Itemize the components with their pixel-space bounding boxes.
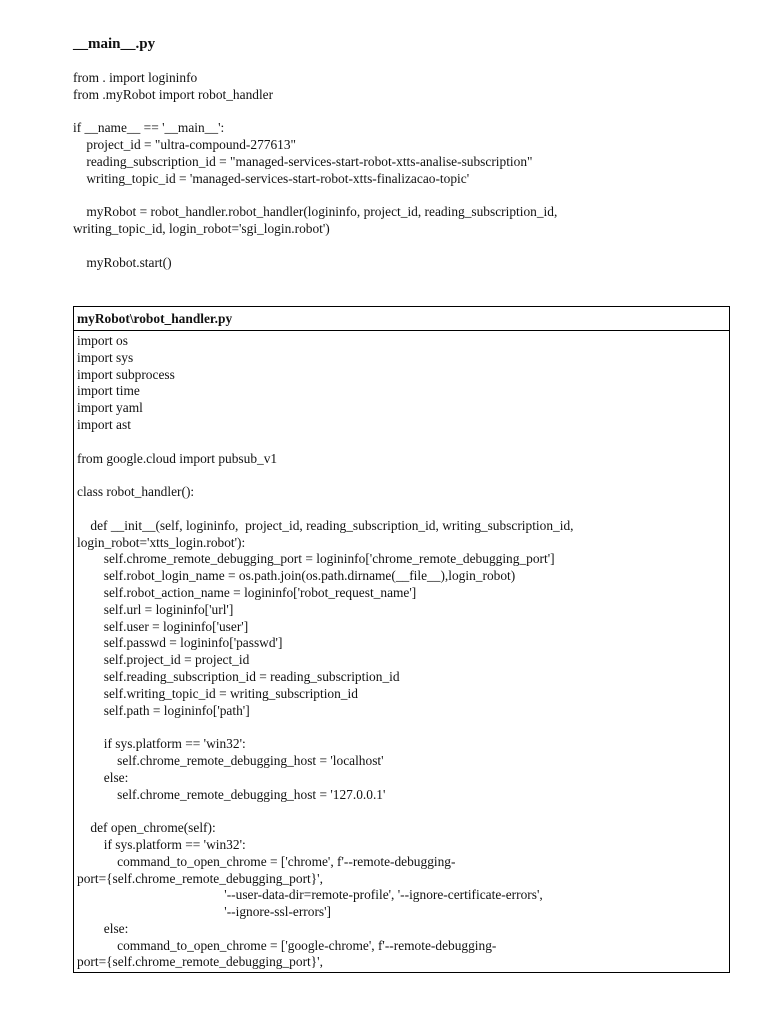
code-line: self.project_id = project_id [77,652,250,668]
code-line: self.passwd = logininfo['passwd'] [77,635,283,651]
robot-handler-code [74,331,729,971]
code-line: '--user-data-dir=remote-profile', '--ignore-certificate-errors', [77,887,543,903]
code-line: else: [77,769,129,785]
code-line [77,803,729,820]
code-line: command_to_open_chrome = ['google-chrome', f'--remote-debugging- [77,937,497,953]
code-line: login_robot='xtts_login.robot'): [77,534,246,550]
robot-handler-code-box [73,306,730,973]
code-line: if __name__ == '__main__': [73,120,225,136]
code-line: reading_subscription_id = "managed-services-start-robot-xtts-analise-subscription" [73,153,533,169]
code-line: from . import logininfo [73,70,198,85]
code-line: from google.cloud import pubsub_v1 [77,450,278,466]
code-line: writing_topic_id = 'managed-services-start-robot-xtts-finalizacao-topic' [73,170,470,186]
code-line: class robot_handler(): [77,484,195,500]
code-line: import time [77,383,140,399]
code-line: '--ignore-ssl-errors'] [77,904,331,920]
code-line: import yaml [77,400,143,416]
code-line: self.writing_topic_id = writing_subscription_id [77,685,358,701]
code-line: if sys.platform == 'win32': [77,736,246,752]
code-line: command_to_open_chrome = ['chrome', f'--remote-debugging- [77,853,456,869]
code-line: port={self.chrome_remote_debugging_port}', [77,954,323,970]
code-line: self.reading_subscription_id = reading_subscription_id [77,668,400,684]
code-line: self.chrome_remote_debugging_host = 'localhost' [77,752,384,768]
code-line: import os [77,333,128,348]
code-line: myRobot = robot_handler.robot_handler(logininfo, project_id, reading_subscription_id, [73,204,558,220]
code-line [73,238,713,255]
code-line: self.chrome_remote_debugging_port = logininfo['chrome_remote_debugging_port'] [77,551,555,567]
code-line: def __init__(self, logininfo, project_id, reading_subscription_id, writing_subscription_id, [77,517,574,533]
code-line: import subprocess [77,366,175,382]
code-line: from .myRobot import robot_handler [73,86,274,102]
code-line: writing_topic_id, login_robot='sgi_login.robot') [73,221,330,237]
code-line: import ast [77,416,131,432]
robot-handler-file-title: myRobot\robot_handler.py [74,307,729,331]
code-line: self.path = logininfo['path'] [77,702,250,718]
code-line [77,719,729,736]
code-line: def open_chrome(self): [77,820,216,836]
code-line: if sys.platform == 'win32': [77,836,246,852]
code-line [77,467,729,484]
code-line: self.chrome_remote_debugging_host = '127.0.0.1' [77,786,386,802]
code-line: else: [77,920,129,936]
code-line: self.url = logininfo['url'] [77,601,234,617]
code-line [73,188,713,205]
code-line [77,501,729,518]
main-file-code [73,70,713,272]
code-line: self.robot_action_name = logininfo['robot_request_name'] [77,584,417,600]
code-line: project_id = "ultra-compound-277613" [73,137,297,153]
code-line [77,434,729,451]
code-line: self.robot_login_name = os.path.join(os.path.dirname(__file__),login_robot) [77,568,516,584]
code-line: self.user = logininfo['user'] [77,618,249,634]
code-line: import sys [77,349,134,365]
main-file-title: __main__.py [73,36,156,52]
code-line: myRobot.start() [73,254,172,270]
code-line: port={self.chrome_remote_debugging_port}', [77,870,323,886]
code-line [73,104,713,121]
